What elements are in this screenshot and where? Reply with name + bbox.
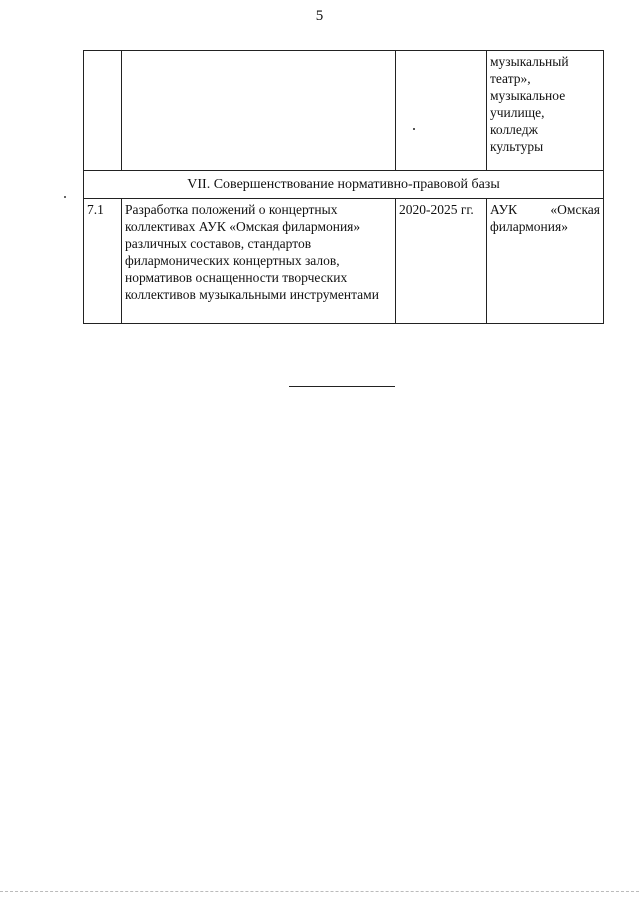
cell-term-empty xyxy=(396,51,487,171)
cell-number-empty xyxy=(84,51,122,171)
table-row-continuation xyxy=(84,51,604,171)
responsible-line: театр», xyxy=(490,71,531,86)
responsible-part: филармония» xyxy=(490,219,568,234)
scan-edge-line xyxy=(0,891,639,892)
responsible-part: АУК xyxy=(490,202,518,217)
table-row-section xyxy=(84,171,604,199)
cell-responsible-continuation xyxy=(487,51,604,171)
responsible-line: музыкальный xyxy=(490,54,569,69)
table-row xyxy=(84,199,604,324)
responsible-line: музыкальное xyxy=(490,88,566,103)
cell-item-number: 7.1 xyxy=(84,199,122,324)
responsible-line: культуры xyxy=(490,139,544,154)
cell-item-responsible xyxy=(487,199,604,324)
scan-speck xyxy=(413,128,415,130)
scan-speck xyxy=(64,196,66,198)
page-number: 5 xyxy=(315,8,324,24)
responsible-part: «Омская xyxy=(550,202,600,217)
responsible-first-line xyxy=(490,201,600,218)
responsible-line: училище, xyxy=(490,105,545,120)
cell-task-empty xyxy=(122,51,396,171)
section-heading: VII. Совершенствование нормативно-правовой базы xyxy=(84,171,604,199)
cell-item-term: 2020-2025 гг. xyxy=(396,199,487,324)
end-of-document-rule xyxy=(289,386,395,387)
plan-table xyxy=(83,50,604,324)
responsible-line: колледж xyxy=(490,122,538,137)
cell-item-task: Разработка положений о концертных коллективах АУК «Омская филармония» различных составов, стандартов филармонических концертных залов, нормативов оснащенности творческих коллективов музыкальными инструментами xyxy=(122,199,396,324)
